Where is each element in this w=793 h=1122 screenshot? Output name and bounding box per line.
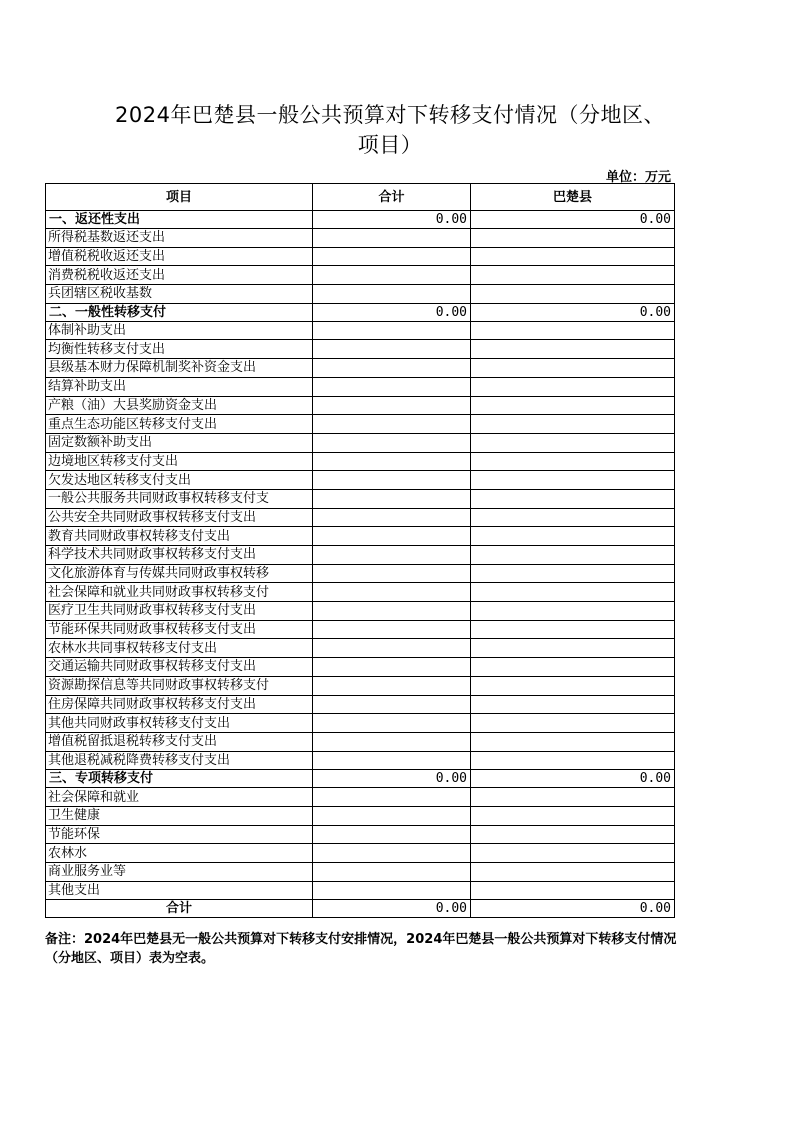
row-label: 教育共同财政事权转移支付支出	[46, 527, 313, 546]
table-row	[46, 602, 675, 621]
row-label: 重点生态功能区转移支付支出	[46, 415, 313, 434]
row-label: 欠发达地区转移支付支出	[46, 471, 313, 490]
table-row	[46, 844, 675, 863]
row-label: 其他支出	[46, 881, 313, 900]
row-county-value	[471, 508, 675, 527]
table-row	[46, 863, 675, 882]
row-label: 均衡性转移支付支出	[46, 340, 313, 359]
header-county: 巴楚县	[471, 184, 675, 211]
row-total-value	[313, 546, 471, 565]
row-total-value	[313, 489, 471, 508]
row-county-value	[471, 489, 675, 508]
row-county-value	[471, 452, 675, 471]
row-label: 农林水	[46, 844, 313, 863]
row-county-value	[471, 229, 675, 248]
row-county-value	[471, 415, 675, 434]
row-total-value	[313, 863, 471, 882]
table-row	[46, 452, 675, 471]
row-total-value	[313, 695, 471, 714]
row-county-value: 0.00	[471, 303, 675, 321]
table-row	[46, 825, 675, 844]
table-row	[46, 620, 675, 639]
row-county-value	[471, 377, 675, 396]
title-line-1: 2024年巴楚县一般公共预算对下转移支付情况（分地区、	[115, 103, 665, 127]
row-label: 其他共同财政事权转移支付支出	[46, 714, 313, 733]
row-total-value	[313, 714, 471, 733]
table-row	[46, 396, 675, 415]
row-county-value	[471, 266, 675, 285]
table-row	[46, 285, 675, 304]
row-county-value	[471, 788, 675, 807]
row-total-value	[313, 396, 471, 415]
row-label: 科学技术共同财政事权转移支付支出	[46, 546, 313, 565]
row-label: 社会保障和就业	[46, 788, 313, 807]
table-row	[46, 489, 675, 508]
row-label: 一、返还性支出	[46, 211, 313, 229]
row-label: 二、一般性转移支付	[46, 303, 313, 321]
row-total-value	[313, 564, 471, 583]
row-label: 所得税基数返还支出	[46, 229, 313, 248]
row-county-value	[471, 881, 675, 900]
row-total-value	[313, 285, 471, 304]
row-total-value	[313, 433, 471, 452]
row-label: 节能环保共同财政事权转移支付支出	[46, 620, 313, 639]
row-total-value	[313, 508, 471, 527]
row-total-value	[313, 377, 471, 396]
table-row	[46, 377, 675, 396]
row-county-value	[471, 602, 675, 621]
row-county-value	[471, 285, 675, 304]
row-county-value	[471, 695, 675, 714]
row-label: 三、专项转移支付	[46, 770, 313, 788]
row-total-value	[313, 359, 471, 378]
row-county-value	[471, 844, 675, 863]
row-label: 农林水共同事权转移支付支出	[46, 639, 313, 658]
row-label: 资源勘探信息等共同财政事权转移支付	[46, 676, 313, 695]
row-county-value	[471, 806, 675, 825]
row-county-value	[471, 583, 675, 602]
row-total-value	[313, 266, 471, 285]
total-row	[46, 900, 675, 918]
row-label: 文化旅游体育与传媒共同财政事权转移	[46, 564, 313, 583]
row-total-value	[313, 639, 471, 658]
row-county-value	[471, 825, 675, 844]
table-row	[46, 788, 675, 807]
table-row	[46, 247, 675, 266]
row-county-value: 0.00	[471, 770, 675, 788]
header-row	[46, 184, 675, 211]
budget-table	[45, 183, 675, 918]
table-row	[46, 415, 675, 434]
table-row	[46, 359, 675, 378]
table-body	[46, 211, 675, 918]
table-row	[46, 732, 675, 751]
header-total: 合计	[313, 184, 471, 211]
row-label: 边境地区转移支付支出	[46, 452, 313, 471]
row-label: 合计	[46, 900, 313, 918]
row-total-value	[313, 825, 471, 844]
row-county-value	[471, 714, 675, 733]
table-row	[46, 229, 675, 248]
table-row	[46, 695, 675, 714]
row-county-value	[471, 658, 675, 677]
row-county-value	[471, 396, 675, 415]
row-label: 增值税税收返还支出	[46, 247, 313, 266]
row-total-value	[313, 229, 471, 248]
table-row	[46, 546, 675, 565]
row-label: 社会保障和就业共同财政事权转移支付	[46, 583, 313, 602]
table-row	[46, 676, 675, 695]
row-total-value	[313, 676, 471, 695]
row-total-value	[313, 247, 471, 266]
row-label: 医疗卫生共同财政事权转移支付支出	[46, 602, 313, 621]
row-county-value	[471, 359, 675, 378]
row-label: 产粮（油）大县奖励资金支出	[46, 396, 313, 415]
row-county-value	[471, 321, 675, 340]
row-label: 其他退税减税降费转移支付支出	[46, 751, 313, 770]
table-row	[46, 881, 675, 900]
section-row	[46, 303, 675, 321]
row-county-value	[471, 676, 675, 695]
row-county-value	[471, 247, 675, 266]
row-county-value	[471, 471, 675, 490]
row-total-value	[313, 620, 471, 639]
row-label: 住房保障共同财政事权转移支付支出	[46, 695, 313, 714]
row-county-value	[471, 546, 675, 565]
row-label: 县级基本财力保障机制奖补资金支出	[46, 359, 313, 378]
row-total-value	[313, 844, 471, 863]
row-county-value	[471, 564, 675, 583]
row-total-value	[313, 788, 471, 807]
table-row	[46, 527, 675, 546]
row-total-value	[313, 340, 471, 359]
row-total-value	[313, 751, 471, 770]
table-row	[46, 583, 675, 602]
table-row	[46, 321, 675, 340]
table-row	[46, 340, 675, 359]
row-total-value: 0.00	[313, 900, 471, 918]
row-total-value	[313, 658, 471, 677]
title-line-2: 项目）	[357, 133, 423, 157]
table-row	[46, 751, 675, 770]
section-row	[46, 770, 675, 788]
unit-label: 单位：万元	[605, 170, 671, 185]
row-county-value: 0.00	[471, 900, 675, 918]
row-label: 消费税税收返还支出	[46, 266, 313, 285]
table-row	[46, 658, 675, 677]
row-county-value	[471, 527, 675, 546]
row-total-value	[313, 471, 471, 490]
row-label: 结算补助支出	[46, 377, 313, 396]
row-label: 兵团辖区税收基数	[46, 285, 313, 304]
row-county-value	[471, 751, 675, 770]
row-total-value	[313, 602, 471, 621]
row-total-value	[313, 321, 471, 340]
row-total-value	[313, 732, 471, 751]
table-row	[46, 471, 675, 490]
row-county-value	[471, 639, 675, 658]
table-row	[46, 564, 675, 583]
row-total-value: 0.00	[313, 211, 471, 229]
row-label: 节能环保	[46, 825, 313, 844]
row-county-value	[471, 340, 675, 359]
row-county-value: 0.00	[471, 211, 675, 229]
table-row	[46, 806, 675, 825]
section-row	[46, 211, 675, 229]
row-total-value	[313, 415, 471, 434]
row-label: 一般公共服务共同财政事权转移支付支	[46, 489, 313, 508]
page-title	[40, 100, 740, 160]
footnote: 备注：2024年巴楚县无一般公共预算对下转移支付安排情况，2024年巴楚县一般公共预算对下转移支付情况（分地区、项目）表为空表。	[45, 932, 677, 966]
row-total-value	[313, 452, 471, 471]
row-total-value	[313, 583, 471, 602]
row-total-value	[313, 881, 471, 900]
row-label: 交通运输共同财政事权转移支付支出	[46, 658, 313, 677]
row-label: 体制补助支出	[46, 321, 313, 340]
row-total-value	[313, 527, 471, 546]
row-label: 固定数额补助支出	[46, 433, 313, 452]
table-row	[46, 508, 675, 527]
row-total-value: 0.00	[313, 770, 471, 788]
table-row	[46, 639, 675, 658]
header-item: 项目	[46, 184, 313, 211]
row-label: 增值税留抵退税转移支付支出	[46, 732, 313, 751]
row-county-value	[471, 732, 675, 751]
table-row	[46, 433, 675, 452]
row-county-value	[471, 620, 675, 639]
row-label: 公共安全共同财政事权转移支付支出	[46, 508, 313, 527]
row-label: 卫生健康	[46, 806, 313, 825]
row-county-value	[471, 863, 675, 882]
row-total-value: 0.00	[313, 303, 471, 321]
row-label: 商业服务业等	[46, 863, 313, 882]
row-total-value	[313, 806, 471, 825]
table-row	[46, 714, 675, 733]
row-county-value	[471, 433, 675, 452]
table-row	[46, 266, 675, 285]
